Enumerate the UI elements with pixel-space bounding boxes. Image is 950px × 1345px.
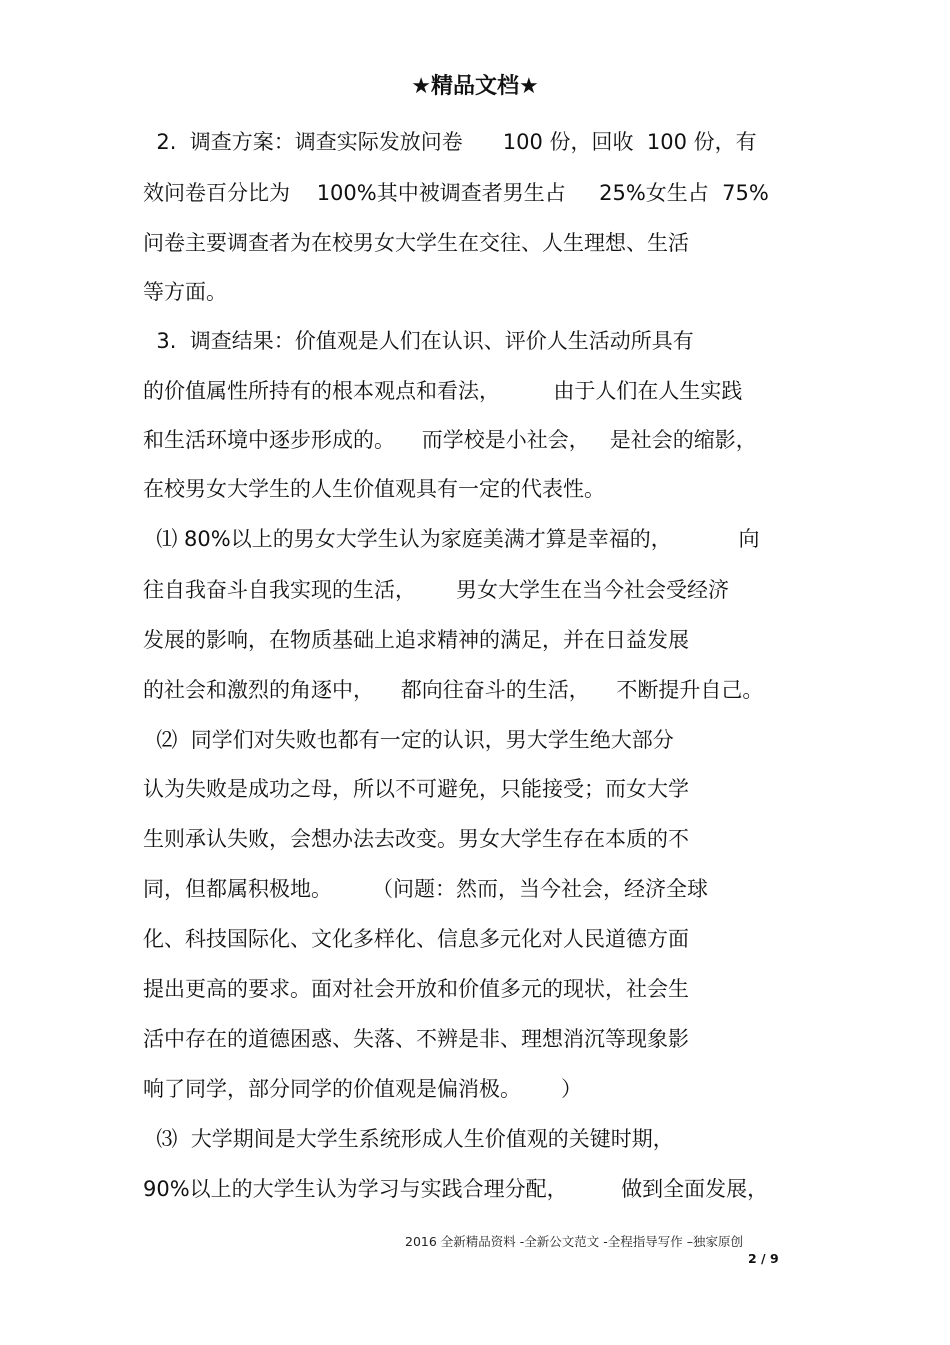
header-title: ★精品文档★ (411, 74, 539, 99)
body-line: 2. 调查方案：调查实际发放问卷 100 份，回收 100 份，有 (143, 130, 757, 154)
body-line: 的价值属性所持有的根本观点和看法， 由于人们在人生实践 (143, 379, 743, 403)
footer-text: 2016 全新精品资料 -全新公文范文 -全程指导写作 –独家原创 (405, 1234, 743, 1249)
body-line: 的社会和激烈的角逐中， 都向往奋斗的生活， 不断提升自己。 (143, 678, 764, 702)
body-line: 效问卷百分比为 100%其中被调查者男生占 25%女生占 75% (143, 181, 769, 205)
body-line: 发展的影响，在物质基础上追求精神的满足，并在日益发展 (143, 628, 689, 652)
body-line: 认为失败是成功之母，所以不可避免，只能接受；而女大学 (143, 777, 689, 801)
body-line: 在校男女大学生的人生价值观具有一定的代表性。 (143, 477, 605, 501)
body-line: 同，但都属积极地。 （问题：然而，当今社会，经济全球 (143, 877, 709, 901)
body-line: 化、科技国际化、文化多样化、信息多元化对人民道德方面 (143, 927, 689, 951)
body-line: 生则承认失败，会想办法去改变。男女大学生存在本质的不 (143, 827, 689, 851)
body-line: 活中存在的道德困惑、失落、不辨是非、理想消沉等现象影 (143, 1027, 689, 1051)
body-line: 和生活环境中逐步形成的。 而学校是小社会， 是社会的缩影， (143, 428, 757, 452)
body-line: 90%以上的大学生认为学习与实践合理分配， 做到全面发展， (143, 1177, 769, 1201)
body-line: 3. 调查结果：价值观是人们在认识、评价人生活动所具有 (143, 329, 694, 353)
body-line: 提出更高的要求。面对社会开放和价值多元的现状，社会生 (143, 977, 689, 1001)
body-line: ⑶ 大学期间是大学生系统形成人生价值观的关键时期， (143, 1127, 674, 1151)
body-line: ⑴ 80%以上的男女大学生认为家庭美满才算是幸福的， 向 (143, 527, 760, 551)
body-line: ⑵ 同学们对失败也都有一定的认识，男大学生绝大部分 (143, 728, 674, 752)
body-line: 响了同学，部分同学的价值观是偏消极。 ） (143, 1077, 583, 1101)
body-line: 问卷主要调查者为在校男女大学生在交往、人生理想、生活 (143, 231, 689, 255)
page-number: 2 / 9 (748, 1251, 779, 1266)
body-line: 往自我奋斗自我实现的生活， 男女大学生在当今社会受经济 (143, 578, 730, 602)
body-line: 等方面。 (143, 280, 227, 304)
